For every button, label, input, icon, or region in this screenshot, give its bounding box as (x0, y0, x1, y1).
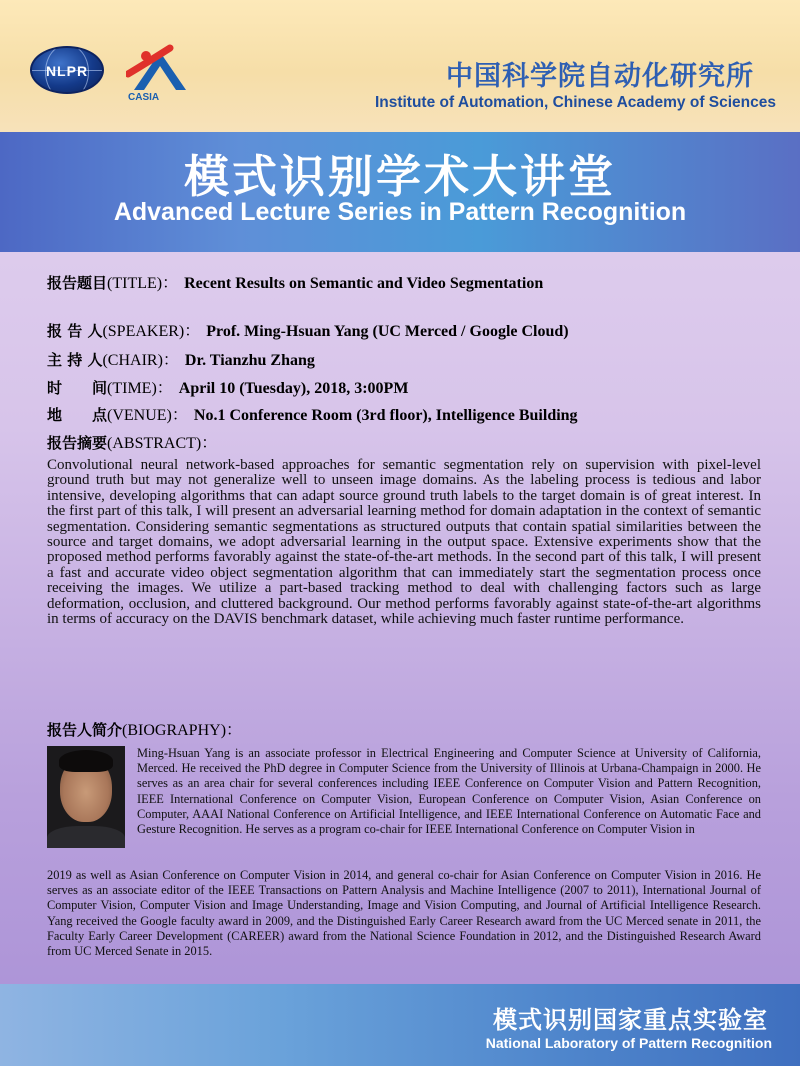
venue-label-cn: 地 点 (47, 406, 108, 424)
institute-name-en: Institute of Automation, Chinese Academy of Sciences (374, 94, 776, 111)
biography-text-bottom: 2019 as well as Asian Conference on Computer Vision in 2014, and general co-chair for Asian Conference on Computer Vision in 2016. He serves as an associate editor of the IEEE Transactions on Pattern Analysis and Machine Intelligence (2007 to 2011), International Journal of Computer Vision, Computer Vision and Image Understanding, Image and Vision Computing, and Journal of Artificial Intelligence Research. Yang received the Google faculty award in 2009, and the Distinguished Early Career Research award from the UC Merced senate in 2011, the Faculty Early Career Development (CAREER) award from the National Science Foundation in 2012, and the Distinguished Research Award from UC Merced Senate in 2015. (47, 868, 761, 959)
biography-label-en: (BIOGRAPHY)： (122, 722, 243, 739)
series-title-en: Advanced Lecture Series in Pattern Recognition (113, 198, 687, 226)
abstract-text: Convolutional neural network-based approaches for semantic segmentation rely on supervision with pixel-level ground truth but may not generalize well to unseen image domains. As the labeling process is tedious and labor intensive, developing algorithms that can adapt source ground truth labels to the target domain is of great interest. In the first part of this talk, I will present an adversarial learning method for domain adaptation in the context of semantic segmentation. Considering semantic segmentations as structured outputs that contain spatial similarities between the source and target domains, we adopt adversarial learning in the output space. Extensive experiments show that the proposed method performs favorably against the state-of-the-art methods. In the second part of this talk, I will present a fast and accurate video object segmentation algorithm that can immediately start the segmentation process once receiving the images. We utilize a part-based tracking method to deal with challenging factors such as large deformation, occlusion, and cluttered background. Our method performs favorably against state-of-the-art algorithms in terms of accuracy on the DAVIS benchmark dataset, while achieving much faster runtime performance. (47, 457, 761, 628)
talk-title-label-en: (TITLE)： (107, 275, 179, 292)
speaker-label-en: (SPEAKER)： (102, 323, 201, 340)
venue-label-en: (VENUE)： (107, 407, 188, 424)
abstract-label-en: (ABSTRACT)： (107, 435, 218, 452)
nlpr-logo (30, 46, 104, 94)
casia-logo-mark-icon (126, 44, 192, 94)
speaker-row (47, 318, 569, 341)
chair-row (47, 347, 315, 370)
talk-title-label-cn: 报告题目 (47, 274, 108, 292)
talk-title-value: Recent Results on Semantic and Video Segmentation (184, 275, 544, 292)
time-value: April 10 (Tuesday), 2018, 3:00PM (178, 380, 409, 397)
time-row (47, 375, 408, 398)
time-label-en: (TIME)： (107, 380, 173, 397)
chair-label-cn: 主 持 人 (47, 351, 103, 369)
lab-name-cn: 模式识别国家重点实验室 (493, 1006, 768, 1034)
abstract-heading (47, 430, 217, 453)
time-label-cn: 时 间 (47, 379, 108, 397)
talk-title-row (47, 270, 543, 293)
casia-logo-text: CASIA (128, 92, 160, 103)
abstract-label-cn: 报告摘要 (47, 434, 108, 452)
speaker-photo (47, 746, 125, 848)
venue-value: No.1 Conference Room (3rd floor), Intelligence Building (193, 407, 578, 424)
institute-name-cn: 中国科学院自动化研究所 (446, 61, 754, 92)
lab-name-en: National Laboratory of Pattern Recognition (485, 1035, 772, 1051)
chair-value: Dr. Tianzhu Zhang (184, 352, 315, 369)
biography-heading (47, 717, 242, 740)
biography-label-cn: 报告人简介 (47, 721, 123, 739)
venue-row (47, 402, 578, 425)
biography-text-top: Ming-Hsuan Yang is an associate professor in Electrical Engineering and Computer Science at University of California, Merced. He received the PhD degree in Computer Science from the University of Illinois at Urbana-Champaign in 2000. He serves as an area chair for several conferences including IEEE Conference on Computer Vision and Pattern Recognition, IEEE International Conference on Computer Vision, European Conference on Computer Vision, Asian Conference on Computer, AAAI National Conference on Artificial Intelligence, and IEEE International Conference on Automatic Face and Gesture Recognition. He serves as a program co-chair for IEEE International Conference on Computer Vision in (137, 746, 761, 837)
series-title-cn: 模式识别学术大讲堂 (183, 150, 616, 203)
speaker-label-cn: 报 告 人 (47, 322, 103, 340)
nlpr-logo-text: NLPR (45, 63, 89, 79)
casia-logo (126, 44, 192, 106)
speaker-value: Prof. Ming-Hsuan Yang (UC Merced / Google Cloud) (206, 323, 569, 340)
chair-label-en: (CHAIR)： (102, 352, 179, 369)
